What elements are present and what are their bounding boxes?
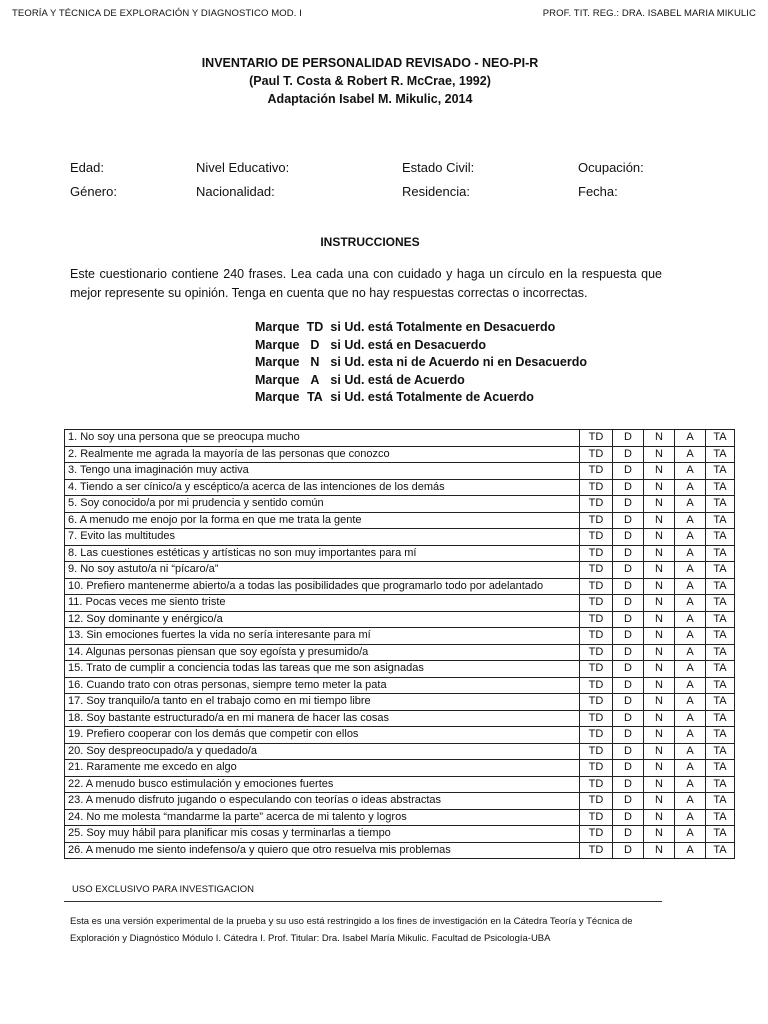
answer-option-n[interactable]: N <box>644 595 675 612</box>
item-text: 14. Algunas personas piensan que soy egoísta y presumido/a <box>65 644 580 661</box>
field-ocupacion: Ocupación: <box>578 160 644 175</box>
item-text: 9. No soy astuto/a ni “pícaro/a” <box>65 562 580 579</box>
answer-option-a[interactable]: A <box>675 446 706 463</box>
answer-option-d[interactable]: D <box>613 710 644 727</box>
answer-option-a[interactable]: A <box>675 809 706 826</box>
answer-option-n[interactable]: N <box>644 496 675 513</box>
answer-option-a[interactable]: A <box>675 595 706 612</box>
answer-option-a[interactable]: A <box>675 529 706 546</box>
answer-option-td[interactable]: TD <box>580 628 613 645</box>
answer-option-td[interactable]: TD <box>580 644 613 661</box>
answer-key-line: Marque D si Ud. está en Desacuerdo <box>255 337 487 352</box>
answer-option-n[interactable]: N <box>644 677 675 694</box>
answer-option-d[interactable]: D <box>613 727 644 744</box>
answer-option-ta[interactable]: TA <box>706 496 735 513</box>
answer-option-ta[interactable]: TA <box>706 628 735 645</box>
answer-option-td[interactable]: TD <box>580 793 613 810</box>
item-text: 13. Sin emociones fuertes la vida no sería interesante para mí <box>65 628 580 645</box>
answer-key-line: Marque A si Ud. está de Acuerdo <box>255 372 465 387</box>
table-row <box>65 826 735 843</box>
answer-option-td[interactable]: TD <box>580 743 613 760</box>
answer-option-d[interactable]: D <box>613 809 644 826</box>
item-text: 21. Raramente me excedo en algo <box>65 760 580 777</box>
answer-option-d[interactable]: D <box>613 677 644 694</box>
answer-option-n[interactable]: N <box>644 661 675 678</box>
answer-option-td[interactable]: TD <box>580 677 613 694</box>
answer-option-a[interactable]: A <box>675 628 706 645</box>
table-row <box>65 760 735 777</box>
answer-option-a[interactable]: A <box>675 842 706 859</box>
answer-option-ta[interactable]: TA <box>706 545 735 562</box>
item-text: 25. Soy muy hábil para planificar mis cosas y terminarlas a tiempo <box>65 826 580 843</box>
header-professor: PROF. TIT. REG.: DRA. ISABEL MARIA MIKULIC <box>542 8 756 19</box>
answer-option-a[interactable]: A <box>675 710 706 727</box>
answer-option-d[interactable]: D <box>613 430 644 447</box>
table-row <box>65 743 735 760</box>
item-text: 11. Pocas veces me siento triste <box>65 595 580 612</box>
answer-option-td[interactable]: TD <box>580 512 613 529</box>
answer-option-n[interactable]: N <box>644 809 675 826</box>
answer-option-ta[interactable]: TA <box>706 578 735 595</box>
answer-option-a[interactable]: A <box>675 496 706 513</box>
answer-option-td[interactable]: TD <box>580 446 613 463</box>
table-row <box>65 545 735 562</box>
header-course: TEORÍA Y TÉCNICA DE EXPLORACIÓN Y DIAGNOSTICO MOD. I <box>12 8 302 19</box>
answer-option-d[interactable]: D <box>613 529 644 546</box>
answer-option-a[interactable]: A <box>675 694 706 711</box>
answer-option-d[interactable]: D <box>613 743 644 760</box>
answer-option-d[interactable]: D <box>613 611 644 628</box>
answer-option-ta[interactable]: TA <box>706 677 735 694</box>
answer-option-ta[interactable]: TA <box>706 710 735 727</box>
table-row <box>65 496 735 513</box>
table-row <box>65 578 735 595</box>
answer-option-ta[interactable]: TA <box>706 595 735 612</box>
answer-key-line: Marque N si Ud. esta ni de Acuerdo ni en Desacuerdo <box>255 355 587 369</box>
answer-option-d[interactable]: D <box>613 694 644 711</box>
answer-option-a[interactable]: A <box>675 793 706 810</box>
answer-option-td[interactable]: TD <box>580 694 613 711</box>
instructions-title: INSTRUCCIONES <box>320 235 420 249</box>
field-nivel-educativo: Nivel Educativo: <box>196 160 290 175</box>
item-text: 26. A menudo me siento indefenso/a y quiero que otro resuelva mis problemas <box>65 842 580 859</box>
answer-option-n[interactable]: N <box>644 628 675 645</box>
answer-option-ta[interactable]: TA <box>706 611 735 628</box>
answer-option-n[interactable]: N <box>644 611 675 628</box>
answer-option-d[interactable]: D <box>613 628 644 645</box>
answer-option-n[interactable]: N <box>644 760 675 777</box>
table-row <box>65 694 735 711</box>
answer-option-td[interactable]: TD <box>580 710 613 727</box>
answer-option-td[interactable]: TD <box>580 578 613 595</box>
item-text: 4. Tiendo a ser cínico/a y escéptico/a acerca de las intenciones de los demás <box>65 479 580 496</box>
answer-option-n[interactable]: N <box>644 578 675 595</box>
answer-option-a[interactable]: A <box>675 776 706 793</box>
table-row <box>65 512 735 529</box>
answer-option-a[interactable]: A <box>675 479 706 496</box>
answer-option-ta[interactable]: TA <box>706 776 735 793</box>
answer-option-n[interactable]: N <box>644 793 675 810</box>
answer-option-d[interactable]: D <box>613 760 644 777</box>
answer-option-d[interactable]: D <box>613 826 644 843</box>
answer-option-n[interactable]: N <box>644 644 675 661</box>
footer-label: USO EXCLUSIVO PARA INVESTIGACION <box>72 884 254 895</box>
answer-option-n[interactable]: N <box>644 826 675 843</box>
answer-option-n[interactable]: N <box>644 710 675 727</box>
table-row <box>65 710 735 727</box>
answer-option-n[interactable]: N <box>644 479 675 496</box>
document-title: INVENTARIO DE PERSONALIDAD REVISADO - NEO-PI-R <box>201 56 539 70</box>
answer-option-td[interactable]: TD <box>580 529 613 546</box>
answer-option-td[interactable]: TD <box>580 430 613 447</box>
answer-option-ta[interactable]: TA <box>706 727 735 744</box>
answer-option-a[interactable]: A <box>675 545 706 562</box>
footer-divider <box>64 901 662 902</box>
answer-option-a[interactable]: A <box>675 661 706 678</box>
answer-option-d[interactable]: D <box>613 595 644 612</box>
answer-option-ta[interactable]: TA <box>706 793 735 810</box>
field-genero: Género: <box>70 184 117 199</box>
questionnaire-table <box>64 429 735 859</box>
item-text: 20. Soy despreocupado/a y quedado/a <box>65 743 580 760</box>
answer-option-n[interactable]: N <box>644 463 675 480</box>
field-residencia: Residencia: <box>402 184 470 199</box>
answer-option-d[interactable]: D <box>613 545 644 562</box>
table-row <box>65 809 735 826</box>
answer-option-d[interactable]: D <box>613 644 644 661</box>
answer-key-line: Marque TD si Ud. está Totalmente en Desacuerdo <box>255 320 556 334</box>
answer-option-d[interactable]: D <box>613 496 644 513</box>
answer-option-d[interactable]: D <box>613 842 644 859</box>
footer-note: Esta es una versión experimental de la prueba y su uso está restringido a los fines de investigación en la Cátedra Teoría y Técnica de Exploración y Diagnóstico Módulo I. Cátedra I. Prof. Titular: Dra. Isabel María Mikulic. Facultad de Psicología-UBA <box>70 916 633 944</box>
answer-option-td[interactable]: TD <box>580 562 613 579</box>
answer-option-a[interactable]: A <box>675 463 706 480</box>
table-row <box>65 463 735 480</box>
answer-option-n[interactable]: N <box>644 842 675 859</box>
answer-option-d[interactable]: D <box>613 512 644 529</box>
answer-option-ta[interactable]: TA <box>706 430 735 447</box>
field-estado-civil: Estado Civil: <box>402 160 475 175</box>
answer-option-d[interactable]: D <box>613 479 644 496</box>
answer-option-td[interactable]: TD <box>580 463 613 480</box>
answer-option-n[interactable]: N <box>644 727 675 744</box>
answer-option-n[interactable]: N <box>644 529 675 546</box>
table-row <box>65 479 735 496</box>
answer-option-n[interactable]: N <box>644 446 675 463</box>
table-row <box>65 446 735 463</box>
answer-option-a[interactable]: A <box>675 826 706 843</box>
item-text: 3. Tengo una imaginación muy activa <box>65 463 580 480</box>
answer-option-td[interactable]: TD <box>580 611 613 628</box>
answer-option-td[interactable]: TD <box>580 496 613 513</box>
answer-option-n[interactable]: N <box>644 694 675 711</box>
item-text: 23. A menudo disfruto jugando o especulando con teorías o ideas abstractas <box>65 793 580 810</box>
answer-option-td[interactable]: TD <box>580 727 613 744</box>
answer-option-ta[interactable]: TA <box>706 826 735 843</box>
answer-key-line: Marque TA si Ud. está Totalmente de Acuerdo <box>255 390 534 404</box>
item-text: 8. Las cuestiones estéticas y artísticas no son muy importantes para mí <box>65 545 580 562</box>
answer-option-ta[interactable]: TA <box>706 760 735 777</box>
answer-option-ta[interactable]: TA <box>706 644 735 661</box>
table-row <box>65 793 735 810</box>
answer-option-n[interactable]: N <box>644 512 675 529</box>
field-edad: Edad: <box>70 160 104 175</box>
item-text: 5. Soy conocido/a por mi prudencia y sentido común <box>65 496 580 513</box>
answer-option-td[interactable]: TD <box>580 809 613 826</box>
answer-option-a[interactable]: A <box>675 430 706 447</box>
instructions-text: Este cuestionario contiene 240 frases. Lea cada una con cuidado y haga un círculo en la respuesta que mejor represente su opinión. Tenga en cuenta que no hay respuestas correctas o incorrectas. <box>70 267 662 300</box>
item-text: 18. Soy bastante estructurado/a en mi manera de hacer las cosas <box>65 710 580 727</box>
answer-option-ta[interactable]: TA <box>706 479 735 496</box>
answer-option-ta[interactable]: TA <box>706 743 735 760</box>
answer-option-ta[interactable]: TA <box>706 446 735 463</box>
field-fecha: Fecha: <box>578 184 618 199</box>
answer-option-ta[interactable]: TA <box>706 842 735 859</box>
answer-option-d[interactable]: D <box>613 562 644 579</box>
answer-option-td[interactable]: TD <box>580 661 613 678</box>
answer-option-d[interactable]: D <box>613 661 644 678</box>
item-text: 12. Soy dominante y enérgico/a <box>65 611 580 628</box>
answer-option-td[interactable]: TD <box>580 545 613 562</box>
document-authors: (Paul T. Costa & Robert R. McCrae, 1992) <box>249 74 491 88</box>
answer-option-ta[interactable]: TA <box>706 512 735 529</box>
table-row <box>65 595 735 612</box>
document-adaptation: Adaptación Isabel M. Mikulic, 2014 <box>267 92 473 106</box>
answer-option-n[interactable]: N <box>644 562 675 579</box>
answer-option-td[interactable]: TD <box>580 826 613 843</box>
item-text: 15. Trato de cumplir a conciencia todas las tareas que me son asignadas <box>65 661 580 678</box>
table-row <box>65 611 735 628</box>
answer-option-ta[interactable]: TA <box>706 562 735 579</box>
table-row <box>65 430 735 447</box>
answer-option-td[interactable]: TD <box>580 776 613 793</box>
answer-option-d[interactable]: D <box>613 793 644 810</box>
answer-option-ta[interactable]: TA <box>706 809 735 826</box>
table-row <box>65 644 735 661</box>
answer-option-a[interactable]: A <box>675 611 706 628</box>
answer-option-n[interactable]: N <box>644 545 675 562</box>
table-row <box>65 661 735 678</box>
answer-key <box>255 319 587 407</box>
answer-option-td[interactable]: TD <box>580 842 613 859</box>
answer-option-d[interactable]: D <box>613 446 644 463</box>
answer-option-n[interactable]: N <box>644 776 675 793</box>
answer-option-d[interactable]: D <box>613 578 644 595</box>
answer-option-a[interactable]: A <box>675 644 706 661</box>
answer-option-a[interactable]: A <box>675 727 706 744</box>
answer-option-a[interactable]: A <box>675 677 706 694</box>
answer-option-ta[interactable]: TA <box>706 694 735 711</box>
answer-option-a[interactable]: A <box>675 562 706 579</box>
answer-option-d[interactable]: D <box>613 776 644 793</box>
answer-option-ta[interactable]: TA <box>706 661 735 678</box>
answer-option-a[interactable]: A <box>675 743 706 760</box>
answer-option-td[interactable]: TD <box>580 479 613 496</box>
item-text: 10. Prefiero mantenerme abierto/a a todas las posibilidades que programarlo todo por adelantado <box>65 578 580 595</box>
item-text: 22. A menudo busco estimulación y emociones fuertes <box>65 776 580 793</box>
answer-option-td[interactable]: TD <box>580 595 613 612</box>
field-nacionalidad: Nacionalidad: <box>196 184 275 199</box>
answer-option-n[interactable]: N <box>644 743 675 760</box>
item-text: 17. Soy tranquilo/a tanto en el trabajo como en mi tiempo libre <box>65 694 580 711</box>
item-text: 7. Evito las multitudes <box>65 529 580 546</box>
answer-option-ta[interactable]: TA <box>706 529 735 546</box>
answer-option-a[interactable]: A <box>675 760 706 777</box>
table-row <box>65 529 735 546</box>
item-text: 2. Realmente me agrada la mayoría de las personas que conozco <box>65 446 580 463</box>
item-text: 6. A menudo me enojo por la forma en que me trata la gente <box>65 512 580 529</box>
answer-option-ta[interactable]: TA <box>706 463 735 480</box>
table-row <box>65 727 735 744</box>
item-text: 19. Prefiero cooperar con los demás que competir con ellos <box>65 727 580 744</box>
item-text: 24. No me molesta “mandarme la parte” acerca de mi talento y logros <box>65 809 580 826</box>
item-text: 16. Cuando trato con otras personas, siempre temo meter la pata <box>65 677 580 694</box>
answer-option-d[interactable]: D <box>613 463 644 480</box>
table-row <box>65 776 735 793</box>
item-text: 1. No soy una persona que se preocupa mucho <box>65 430 580 447</box>
answer-option-a[interactable]: A <box>675 578 706 595</box>
table-row <box>65 628 735 645</box>
table-row <box>65 842 735 859</box>
answer-option-td[interactable]: TD <box>580 760 613 777</box>
answer-option-a[interactable]: A <box>675 512 706 529</box>
answer-option-n[interactable]: N <box>644 430 675 447</box>
table-row <box>65 677 735 694</box>
table-row <box>65 562 735 579</box>
